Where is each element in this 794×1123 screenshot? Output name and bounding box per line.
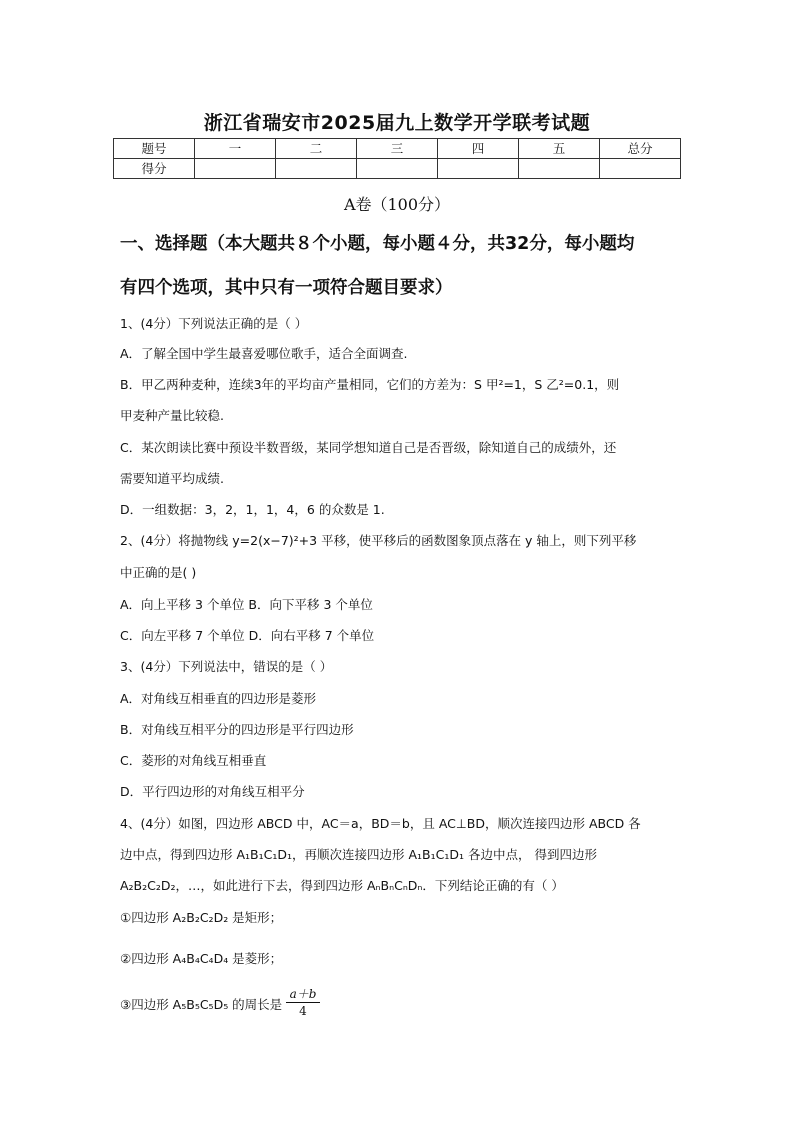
- score-cell: [357, 159, 438, 179]
- question-3-option-a: A．对角线互相垂直的四边形是菱形: [120, 691, 317, 706]
- score-header-cell: 五: [519, 139, 600, 159]
- question-4-stem-cont1: 边中点，得到四边形 A₁B₁C₁D₁，再顺次连接四边形 A₁B₁C₁D₁ 各边中点， 得到四边形: [120, 847, 597, 862]
- exam-title: 浙江省瑞安市2025届九上数学开学联考试题: [203, 112, 591, 134]
- score-header-cell: 题号: [114, 139, 195, 159]
- question-3-option-b: B．对角线互相平分的四边形是平行四边形: [120, 722, 354, 737]
- score-cell: [519, 159, 600, 179]
- score-cell: [276, 159, 357, 179]
- part1-heading-line2: 有四个选项，其中只有一项符合题目要求）: [120, 278, 453, 298]
- question-1-option-c: C．某次朗读比赛中预设半数晋级，某同学想知道自己是否晋级，除知道自己的成绩外，还: [120, 440, 617, 455]
- fraction-numerator: a＋b: [286, 987, 320, 1003]
- question-3-option-d: D．平行四边形的对角线互相平分: [120, 784, 305, 799]
- fraction-denominator: 4: [299, 1004, 307, 1018]
- question-2-options-ab: A．向上平移 3 个单位 B．向下平移 3 个单位: [120, 597, 373, 612]
- question-1-option-d: D．一组数据：3，2，1，1，4，6 的众数是 1.: [120, 502, 385, 517]
- question-2-stem: 2、(4分）将抛物线 y=2(x−7)²+3 平移，使平移后的函数图象顶点落在 y 轴上，则下列平移: [120, 533, 637, 548]
- question-4-stem-cont2: A₂B₂C₂D₂，…，如此进行下去，得到四边形 AₙBₙCₙDₙ．下列结论正确的有（ ）: [120, 878, 564, 893]
- question-1-option-b-cont: 甲麦种产量比较稳.: [120, 408, 224, 423]
- score-cell: [195, 159, 276, 179]
- score-header-cell: 二: [276, 139, 357, 159]
- question-2-options-cd: C．向左平移 7 个单位 D．向右平移 7 个单位: [120, 628, 375, 643]
- section-title: A卷（100分）: [343, 195, 451, 214]
- question-3-option-c: C．菱形的对角线互相垂直: [120, 753, 267, 768]
- score-row-label: 得分: [114, 159, 195, 179]
- score-header-cell: 四: [438, 139, 519, 159]
- score-table-header-row: [114, 139, 681, 159]
- question-4-statement-3: ③四边形 A₅B₅C₅D₅ 的周长是: [120, 997, 283, 1012]
- score-cell: [600, 159, 681, 179]
- question-4-stem: 4、(4分）如图，四边形 ABCD 中，AC＝a，BD＝b，且 AC⊥BD，顺次连接四边形 ABCD 各: [120, 816, 641, 831]
- question-4-statement-1: ①四边形 A₂B₂C₂D₂ 是矩形；: [120, 910, 283, 925]
- question-3-stem: 3、(4分）下列说法中，错误的是（ ）: [120, 659, 333, 674]
- score-header-cell: 一: [195, 139, 276, 159]
- question-1-option-b: B．甲乙两种麦种，连续3年的平均亩产量相同，它们的方差为：S 甲²=1，S 乙²=0.1，则: [120, 377, 620, 392]
- question-1-option-c-cont: 需要知道平均成绩.: [120, 471, 224, 486]
- question-4-statement-2: ②四边形 A₄B₄C₄D₄ 是菱形；: [120, 951, 283, 966]
- score-header-cell: 总分: [600, 139, 681, 159]
- score-cell: [438, 159, 519, 179]
- score-table: [113, 138, 681, 179]
- question-1-option-a: A．了解全国中学生最喜爱哪位歌手，适合全面调查.: [120, 346, 408, 361]
- perimeter-fraction: [286, 987, 320, 1019]
- question-1-stem: 1、(4分）下列说法正确的是（ ）: [120, 316, 308, 331]
- question-2-stem-cont: 中正确的是( ): [120, 565, 197, 580]
- score-table-score-row: [114, 159, 681, 179]
- score-header-cell: 三: [357, 139, 438, 159]
- part1-heading-line1: 一、选择题（本大题共８个小题，每小题４分，共32分，每小题均: [120, 234, 635, 254]
